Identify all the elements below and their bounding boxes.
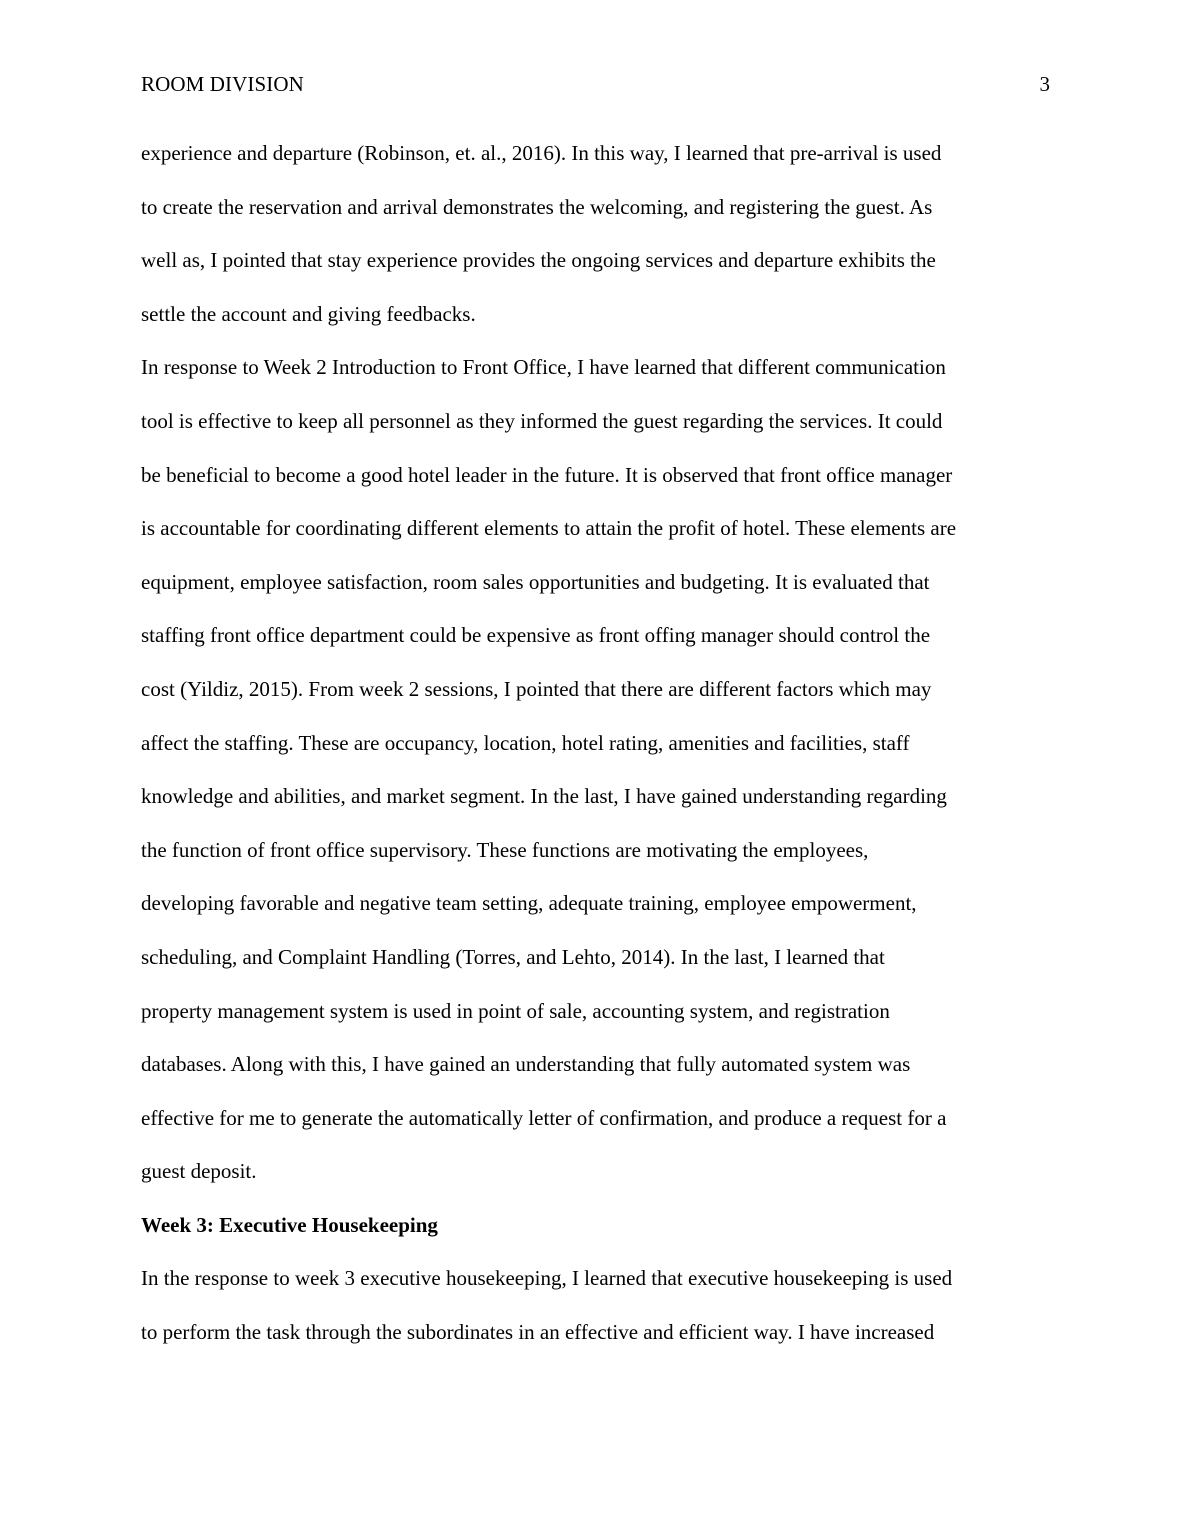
- text-line: be beneficial to become a good hotel leader in the future. It is observed that front office manager: [141, 462, 953, 487]
- text-line: equipment, employee satisfaction, room sales opportunities and budgeting. It is evaluated that: [141, 569, 930, 594]
- body-text: [141, 127, 1051, 1360]
- text-line: knowledge and abilities, and market segment. In the last, I have gained understanding regarding: [141, 784, 947, 809]
- text-line: In response to Week 2 Introduction to Front Office, I have learned that different communication: [141, 355, 946, 380]
- paragraph-1: [141, 127, 1051, 341]
- text-line: experience and departure (Robinson, et. al., 2016). In this way, I learned that pre-arrival is used: [141, 141, 942, 165]
- text-line: tool is effective to keep all personnel as they informed the guest regarding the services. It could: [141, 408, 943, 433]
- paragraph-2: [141, 341, 1051, 1199]
- text-line: well as, I pointed that stay experience provides the ongoing services and departure exhibits the: [141, 248, 936, 273]
- text-line: scheduling, and Complaint Handling (Torres, and Lehto, 2014). In the last, I learned that: [141, 944, 885, 969]
- text-line: cost (Yildiz, 2015). From week 2 sessions, I pointed that there are different factors which may: [141, 676, 932, 701]
- text-line: settle the account and giving feedbacks.: [141, 301, 476, 326]
- text-line: property management system is used in point of sale, accounting system, and registration: [141, 998, 890, 1023]
- paragraph-3: [141, 1252, 1051, 1359]
- section-heading: Week 3: Executive Housekeeping: [141, 1212, 438, 1237]
- running-head: ROOM DIVISION: [141, 72, 304, 96]
- text-line: guest deposit.: [141, 1159, 257, 1184]
- text-line: developing favorable and negative team setting, adequate training, employee empowerment,: [141, 891, 917, 916]
- page-number: 3: [1039, 72, 1050, 96]
- text-line: affect the staffing. These are occupancy, location, hotel rating, amenities and facilities, staff: [141, 730, 910, 755]
- text-line: databases. Along with this, I have gained an understanding that fully automated system was: [141, 1052, 911, 1077]
- text-line: effective for me to generate the automatically letter of confirmation, and produce a request for a: [141, 1105, 947, 1130]
- text-line: staffing front office department could be expensive as front offing manager should control the: [141, 623, 931, 648]
- text-line: to create the reservation and arrival demonstrates the welcoming, and registering the guest. As: [141, 194, 933, 219]
- text-line: In the response to week 3 executive housekeeping, I learned that executive housekeeping is used: [141, 1266, 953, 1291]
- text-line: is accountable for coordinating different elements to attain the profit of hotel. These elements are: [141, 516, 957, 541]
- text-line: the function of front office supervisory. These functions are motivating the employees,: [141, 837, 869, 862]
- text-line: to perform the task through the subordinates in an effective and efficient way. I have increased: [141, 1320, 935, 1345]
